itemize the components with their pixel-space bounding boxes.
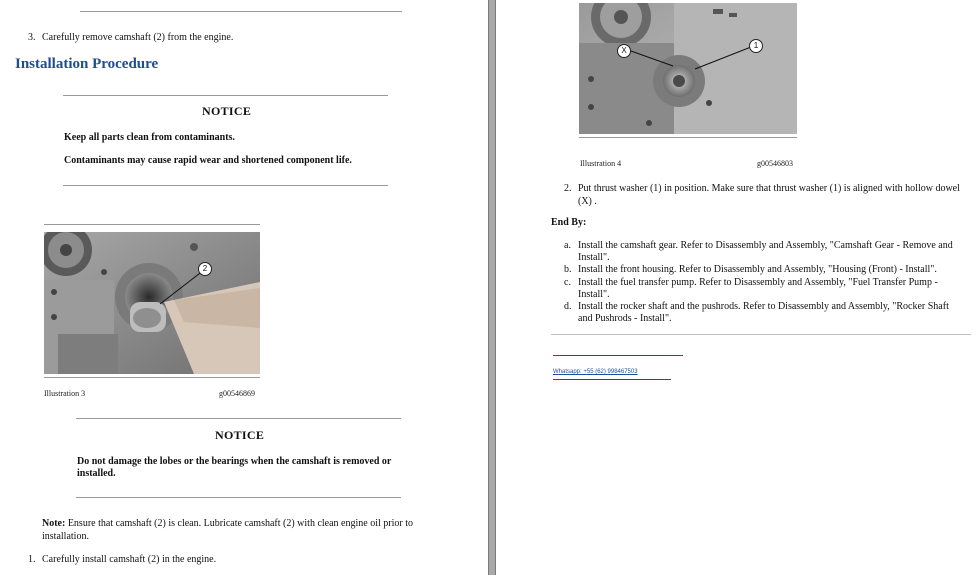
notice-text: Keep all parts clean from contaminants. <box>64 132 235 143</box>
list-text: Install the front housing. Refer to Disassembly and Assembly, "Housing (Front) - Install". <box>578 264 937 275</box>
list-marker: c. <box>564 277 571 288</box>
notice-title: NOTICE <box>202 104 252 118</box>
callout-2: 2 <box>198 262 212 276</box>
step-number: 1. <box>28 554 36 565</box>
illustration-3-photo <box>44 232 260 374</box>
page-divider <box>488 0 496 575</box>
rule <box>80 11 402 12</box>
step-text: Put thrust washer (1) in position. Make sure that thrust washer (1) is aligned with hollow dowel (X) . <box>578 183 960 207</box>
list-text: Install the rocker shaft and the pushrods. Refer to Disassembly and Assembly, "Rocker Shaft and Pushrods - Install". <box>578 301 949 324</box>
link-rule <box>553 379 671 380</box>
list-marker: b. <box>564 264 572 275</box>
illustration-code: g00546869 <box>219 389 255 398</box>
link-rule <box>553 355 683 356</box>
notice-title: NOTICE <box>215 428 265 442</box>
rule <box>44 224 260 225</box>
engine-thrust-washer-photo <box>579 3 797 134</box>
step-1 <box>28 553 216 566</box>
step-number: 3. <box>28 32 36 43</box>
note-paragraph <box>42 517 442 543</box>
notice-text: Do not damage the lobes or the bearings when the camshaft is removed or installed. <box>77 456 392 479</box>
rule <box>76 497 401 498</box>
notice-text: Contaminants may cause rapid wear and shortened component life. <box>64 155 352 166</box>
step-text: Carefully install camshaft (2) in the engine. <box>42 554 217 565</box>
rule <box>76 418 401 419</box>
list-marker: d. <box>564 301 572 312</box>
illustration-label: Illustration 4 <box>580 159 622 168</box>
illustration-4-photo <box>579 3 797 134</box>
engine-camshaft-photo <box>44 232 260 374</box>
end-by-title: End By: <box>551 217 587 228</box>
step-3 <box>28 31 233 44</box>
section-title: Installation Procedure <box>15 56 159 72</box>
rule <box>579 137 797 138</box>
rule <box>551 334 971 335</box>
note-label: Note: <box>42 518 66 529</box>
rule <box>63 95 388 96</box>
list-text: Install the fuel transfer pump. Refer to Disassembly and Assembly, "Fuel Transfer Pump - Install". <box>578 277 938 300</box>
contact-link-wrapper <box>553 360 638 378</box>
whatsapp-link[interactable]: Whatsapp: +55 (62) 998467503 <box>553 369 638 375</box>
left-page <box>0 0 488 575</box>
callout-x: X <box>617 44 631 58</box>
step-number: 2. <box>564 183 572 194</box>
step-text: Carefully remove camshaft (2) from the engine. <box>42 32 234 43</box>
list-marker: a. <box>564 240 571 251</box>
note-text: Ensure that camshaft (2) is clean. Lubricate camshaft (2) with clean engine oil prior to installation. <box>42 518 413 542</box>
list-text: Install the camshaft gear. Refer to Disassembly and Assembly, "Camshaft Gear - Remove and Install". <box>578 240 953 263</box>
callout-1: 1 <box>749 39 763 53</box>
right-page <box>496 0 980 575</box>
rule <box>63 185 388 186</box>
rule <box>44 377 260 378</box>
illustration-code: g00546803 <box>757 159 793 168</box>
illustration-label: Illustration 3 <box>44 389 86 398</box>
